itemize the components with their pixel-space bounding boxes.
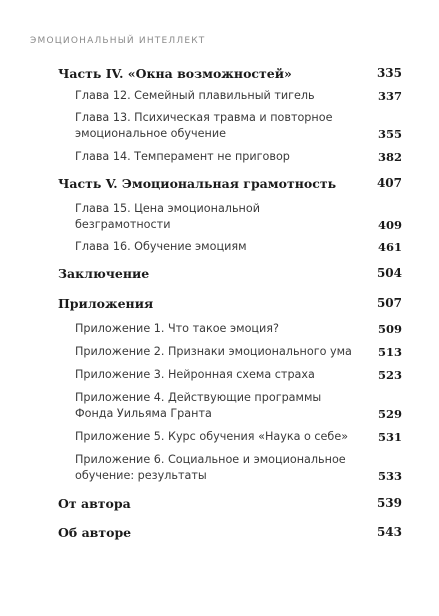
- toc-entry-page: 531: [377, 430, 402, 444]
- toc-entry-title-line-1: Приложение 6. Социальное и эмоциональное: [75, 453, 346, 466]
- toc-entry-title: От автора: [58, 496, 131, 511]
- toc-entry-title-line-2: обучение: результаты: [75, 469, 207, 482]
- toc-entry-title: Глава 14. Темперамент не приговор: [75, 150, 290, 163]
- toc-entry-title: Заключение: [58, 266, 150, 281]
- toc-entry-page: 509: [377, 322, 402, 336]
- toc-entry-page: 529: [377, 407, 402, 421]
- toc-entry-title-line-2: безграмотности: [75, 218, 171, 231]
- toc-entry-page: 523: [377, 368, 402, 382]
- toc-entry-page: 513: [377, 345, 402, 359]
- toc-entry-title-line-1: Глава 15. Цена эмоциональной: [75, 202, 260, 215]
- toc-entry-title-line-1: Приложение 4. Действующие программы: [75, 391, 322, 404]
- toc-entry-title-line-1: Глава 13. Психическая травма и повторное: [75, 111, 333, 124]
- toc-entry-title: Часть IV. «Окна возможностей»: [58, 66, 292, 81]
- toc-entry-page: 382: [377, 150, 402, 164]
- toc-entry-page: 504: [376, 266, 402, 280]
- toc-entry-title: Глава 12. Семейный плавильный тигель: [75, 89, 315, 102]
- toc-entry-page: 543: [376, 525, 402, 539]
- toc-entry-title: Приложение 2. Признаки эмоционального ума: [75, 345, 352, 358]
- toc-entry-page: 355: [377, 127, 402, 141]
- toc-entry-page: 461: [377, 240, 402, 254]
- toc-entry-page: 533: [377, 469, 402, 483]
- toc-entry-page: 539: [376, 496, 402, 510]
- toc-entry-page: 507: [376, 296, 402, 310]
- toc-entry-page: 407: [376, 176, 402, 190]
- toc-entry-title: Приложение 5. Курс обучения «Наука о себе»: [75, 430, 349, 443]
- toc-entry-title: Приложения: [58, 296, 154, 311]
- toc-entry-title-line-2: эмоциональное обучение: [75, 127, 226, 140]
- toc-entry-title: Глава 16. Обучение эмоциям: [75, 240, 247, 253]
- toc-entry-title: Часть V. Эмоциональная грамотность: [58, 176, 337, 191]
- toc-entry-title: Приложение 3. Нейронная схема страха: [75, 368, 315, 381]
- toc-entry-page: 409: [377, 218, 402, 232]
- toc-entry-title: Приложение 1. Что такое эмоция?: [75, 322, 279, 335]
- toc-entry-title: Об авторе: [58, 525, 132, 540]
- running-header: ЭМОЦИОНАЛЬНЫЙ ИНТЕЛЛЕКТ: [30, 36, 206, 46]
- toc-entry-page: 337: [377, 89, 402, 103]
- toc-entry-page: 335: [376, 66, 402, 80]
- toc-entry-title-line-2: Фонда Уильяма Гранта: [75, 407, 212, 420]
